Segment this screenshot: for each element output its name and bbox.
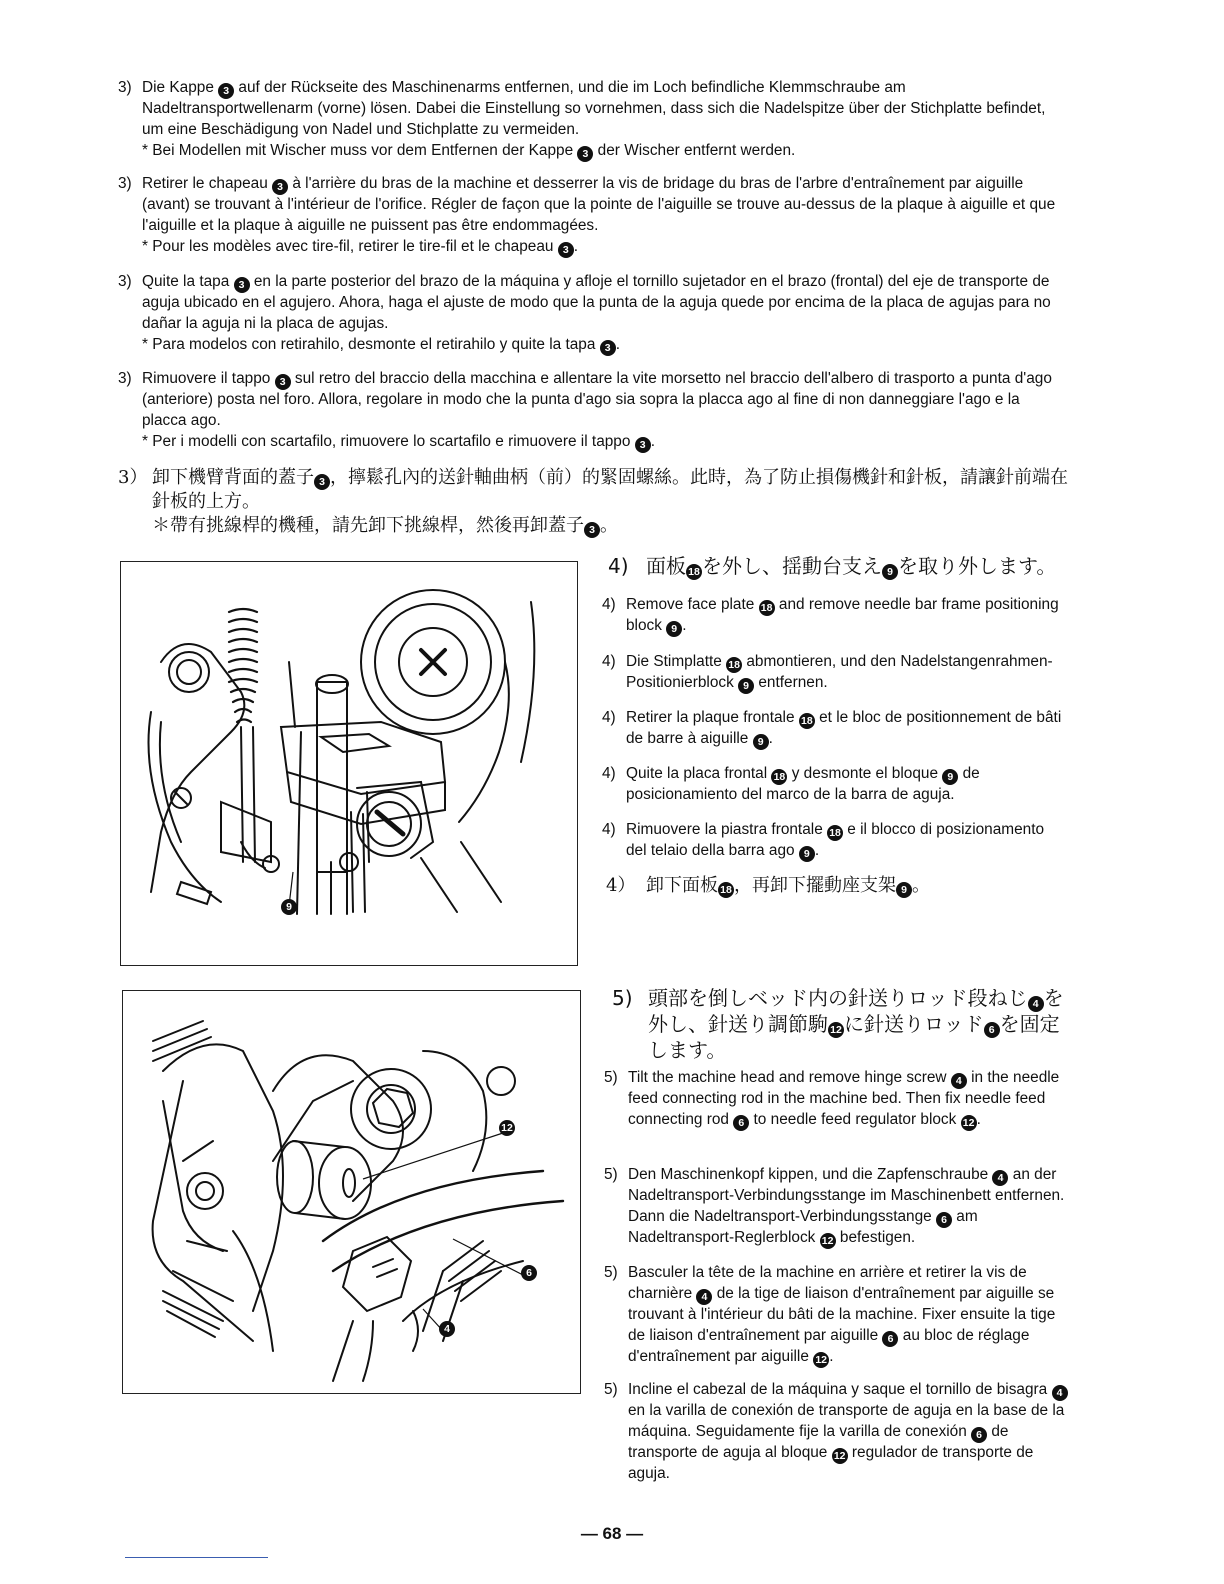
callout-badge: 18 — [726, 657, 742, 673]
step-number: 4) — [602, 653, 616, 670]
step3-zh — [118, 466, 1068, 538]
page-number: — 68 — — [580, 1524, 644, 1543]
step-text: 卸下機臂背面的蓋子 — [152, 467, 314, 488]
step-number: 5) — [604, 1264, 618, 1281]
callout-badge: 3 — [635, 437, 651, 453]
callout-badge: 9 — [799, 846, 815, 862]
callout-badge: 18 — [827, 825, 843, 841]
callout-badge: 12 — [499, 1120, 515, 1136]
callout-badge: 4 — [1028, 996, 1044, 1012]
callout-badge: 3 — [558, 242, 574, 258]
step5-fr: 5) Basculer la tête de la machine en arrière et retirer la vis de charnière 4 de la tige de liaison d'entraînement par aiguille se trouvant à l'intérieur du bâti de la machine. Fixer ensuite la tige de liaison d'entraînement par aiguille 6 au bloc de réglage d'entraînement par aiguille 12 . — [604, 1264, 1056, 1366]
callout-badge: 12 — [828, 1022, 844, 1038]
callout-badge: 4 — [1052, 1385, 1068, 1401]
step-text: ，擰鬆孔內的送針軸曲柄（前）的緊固螺絲。此時，為了防止損傷機針和針板，請讓針前端在針板的上方。 — [152, 467, 1068, 512]
step-note: * Para modelos con retirahilo, desmonte el retirahilo y quite la tapa 3 . — [142, 335, 620, 354]
callout-badge: 3 — [218, 83, 234, 99]
step-number: 5) — [604, 1381, 618, 1398]
callout-badge: 12 — [961, 1115, 977, 1131]
step4-de: 4) Die Stimplatte 18 abmontieren, und den Nadelstangenrahmen-Positionierblock 9 entfernen. — [602, 653, 1053, 692]
callout-badge: 4 — [439, 1321, 455, 1337]
callout-badge: 18 — [686, 564, 702, 580]
step-text: à l'arrière du bras de la machine et desserrer la vis de bridage du bras de l'arbre d'entraînement par aiguille (avant) se trouvant à l'intérieur de l'orifice. Régler de façon que la pointe de l'aiguille se trouve au-dessus de la plaque à aiguille et que l'aiguille et la plaque à aiguille ne puissent pas être endommagées. — [142, 175, 1056, 234]
machine-illustration-bed — [123, 991, 580, 1393]
callout-badge: 3 — [577, 146, 593, 162]
callout-badge: 18 — [799, 713, 815, 729]
figure-needle-bar-frame — [120, 561, 578, 966]
step-number: 4) — [602, 821, 616, 838]
step-number: 4) — [602, 765, 616, 782]
step5-de: 5) Den Maschinenkopf kippen, und die Zapfenschraube 4 an der Nadeltransport-Verbindungsstange im Maschinenbett entfernen. Dann die Nadeltransport-Verbindungsstange 6 am Nadeltransport-Reglerblock 12 befestigen. — [604, 1166, 1065, 1247]
step3-it — [118, 369, 1068, 453]
callout-badge: 9 — [896, 882, 912, 898]
step-number: 5) — [604, 1069, 618, 1086]
callout-badge: 3 — [272, 179, 288, 195]
step3-es — [118, 272, 1068, 356]
callout-badge: 18 — [759, 600, 775, 616]
callout-badge: 12 — [832, 1448, 848, 1464]
callout-badge: 4 — [951, 1073, 967, 1089]
step5-en: 5) Tilt the machine head and remove hinge screw 4 in the needle feed connecting rod in the machine bed. Then fix needle feed connecting rod 6 to needle feed regulator block 12 . — [604, 1069, 1060, 1129]
step3-fr — [118, 174, 1068, 258]
callout-badge: 9 — [666, 621, 682, 637]
callout-badge: 6 — [882, 1331, 898, 1347]
step-note: * Per i modelli con scartafilo, rimuovere lo scartafilo e rimuovere il tappo 3 . — [142, 432, 655, 451]
callout-badge: 6 — [936, 1212, 952, 1228]
callout-badge: 12 — [820, 1233, 836, 1249]
callout-badge: 18 — [718, 882, 734, 898]
step-number: 3) — [118, 175, 132, 192]
step4-en: 4) Remove face plate 18 and remove needle bar frame positioning block 9 . — [602, 596, 1059, 635]
step4-zh: 4） 卸下面板 18 ，再卸下擺動座支架 9 。 — [606, 875, 930, 896]
step-number: 4) — [608, 554, 629, 578]
callout-badge: 6 — [984, 1022, 1000, 1038]
step4-fr: 4) Retirer la plaque frontale 18 et le bloc de positionnement de bâti de barre à aiguille 9 . — [602, 709, 1062, 748]
step-text: Quite la tapa — [142, 273, 234, 290]
step-text: sul retro del braccio della macchina e allentare la vite morsetto nel braccio dell'albero di trasporto a punta d'ago (anteriore) posta nel foro. Allora, regolare in modo che la punta d'ago sia sopra la placca ago al fine di non danneggiare l'ago e la placca ago. — [142, 370, 1052, 429]
callout-badge: 6 — [971, 1427, 987, 1443]
step4-jp: 4) 面板 18 を外し、揺動台支え 9 を取り外します。 — [608, 554, 1057, 578]
step-text: Retirer le chapeau — [142, 175, 273, 192]
figure-needle-feed-rod — [122, 990, 581, 1394]
step4-it: 4) Rimuovere la piastra frontale 18 e il blocco di posizionamento del telaio della barra ago 9 . — [602, 821, 1045, 860]
callout-badge: 6 — [733, 1115, 749, 1131]
callout-badge: 18 — [771, 769, 787, 785]
step-note: * Bei Modellen mit Wischer muss vor dem Entfernen der Kappe 3 der Wischer entfernt werden. — [142, 141, 796, 160]
step-number: 5) — [612, 986, 633, 1010]
step-text: en la parte posterior del brazo de la máquina y afloje el tornillo sujetador en el brazo (frontal) del eje de transporte de aguja ubicado en el agujero. Ahora, haga el ajuste de modo que la punta de la aguja quede por encima de la placa de agujas para no dañar la aguja ni la placa de agujas. — [142, 273, 1051, 332]
step-number: 4) — [602, 709, 616, 726]
callout-badge: 9 — [738, 678, 754, 694]
step-number: 3) — [118, 79, 132, 96]
footer-divider — [125, 1557, 268, 1558]
step-number: 4） — [606, 875, 636, 896]
callout-badge: 3 — [584, 522, 600, 538]
step-text: Rimuovere il tappo — [142, 370, 275, 387]
callout-badge: 9 — [281, 899, 297, 915]
callout-badge: 12 — [813, 1352, 829, 1368]
callout-badge: 9 — [882, 564, 898, 580]
callout-badge: 3 — [275, 374, 291, 390]
step-note: * Pour les modèles avec tire-fil, retirer le tire-fil et le chapeau 3 . — [142, 237, 579, 256]
callout-badge: 9 — [753, 734, 769, 750]
callout-badge: 3 — [600, 340, 616, 356]
step4-es: 4) Quite la placa frontal 18 y desmonte el bloque 9 de posicionamiento del marco de la barra de aguja. — [602, 765, 980, 803]
callout-badge: 3 — [234, 277, 250, 293]
callout-badge: 9 — [942, 769, 958, 785]
step3-de — [118, 78, 1068, 162]
step-text: auf der Rückseite des Maschinenarms entfernen, und die im Loch befindliche Klemmschraube am Nadeltransportwellenarm (vorne) lösen. Dabei die Einstellung so vornehmen, dass sich die Nadelspitze über der Stichplatte befindet, um eine Beschädigung von Nadel und Stichplatte zu vermeiden. — [142, 79, 1046, 138]
step-number: 3) — [118, 273, 132, 290]
callout-badge: 3 — [314, 474, 330, 490]
step-number: 5) — [604, 1166, 618, 1183]
step5-es: 5) Incline el cabezal de la máquina y saque el tornillo de bisagra 4 en la varilla de conexión de transporte de aguja en la base de la máquina. Seguidamente fije la varilla de conexión 6 de transporte de aguja al bloque 12 regulador de transporte de aguja. — [604, 1380, 1068, 1485]
step-number: 3) — [118, 370, 132, 387]
callout-badge: 4 — [992, 1170, 1008, 1186]
step-text: Die Kappe — [142, 79, 219, 96]
callout-badge: 4 — [696, 1289, 712, 1305]
callout-badge: 6 — [521, 1265, 537, 1281]
step-number: 4) — [602, 596, 616, 613]
step-note: ＊帶有挑線桿的機種，請先卸下挑線桿，然後再卸蓋子 3 。 — [152, 515, 618, 536]
step-number: 3） — [118, 467, 148, 488]
machine-illustration-face-plate — [121, 562, 577, 965]
step5-jp: 5) 頭部を倒しベッド内の針送りロッド段ねじ 4 を外し、針送り調節駒 12 に針送りロッド 6 を固定します。 — [612, 986, 1064, 1062]
